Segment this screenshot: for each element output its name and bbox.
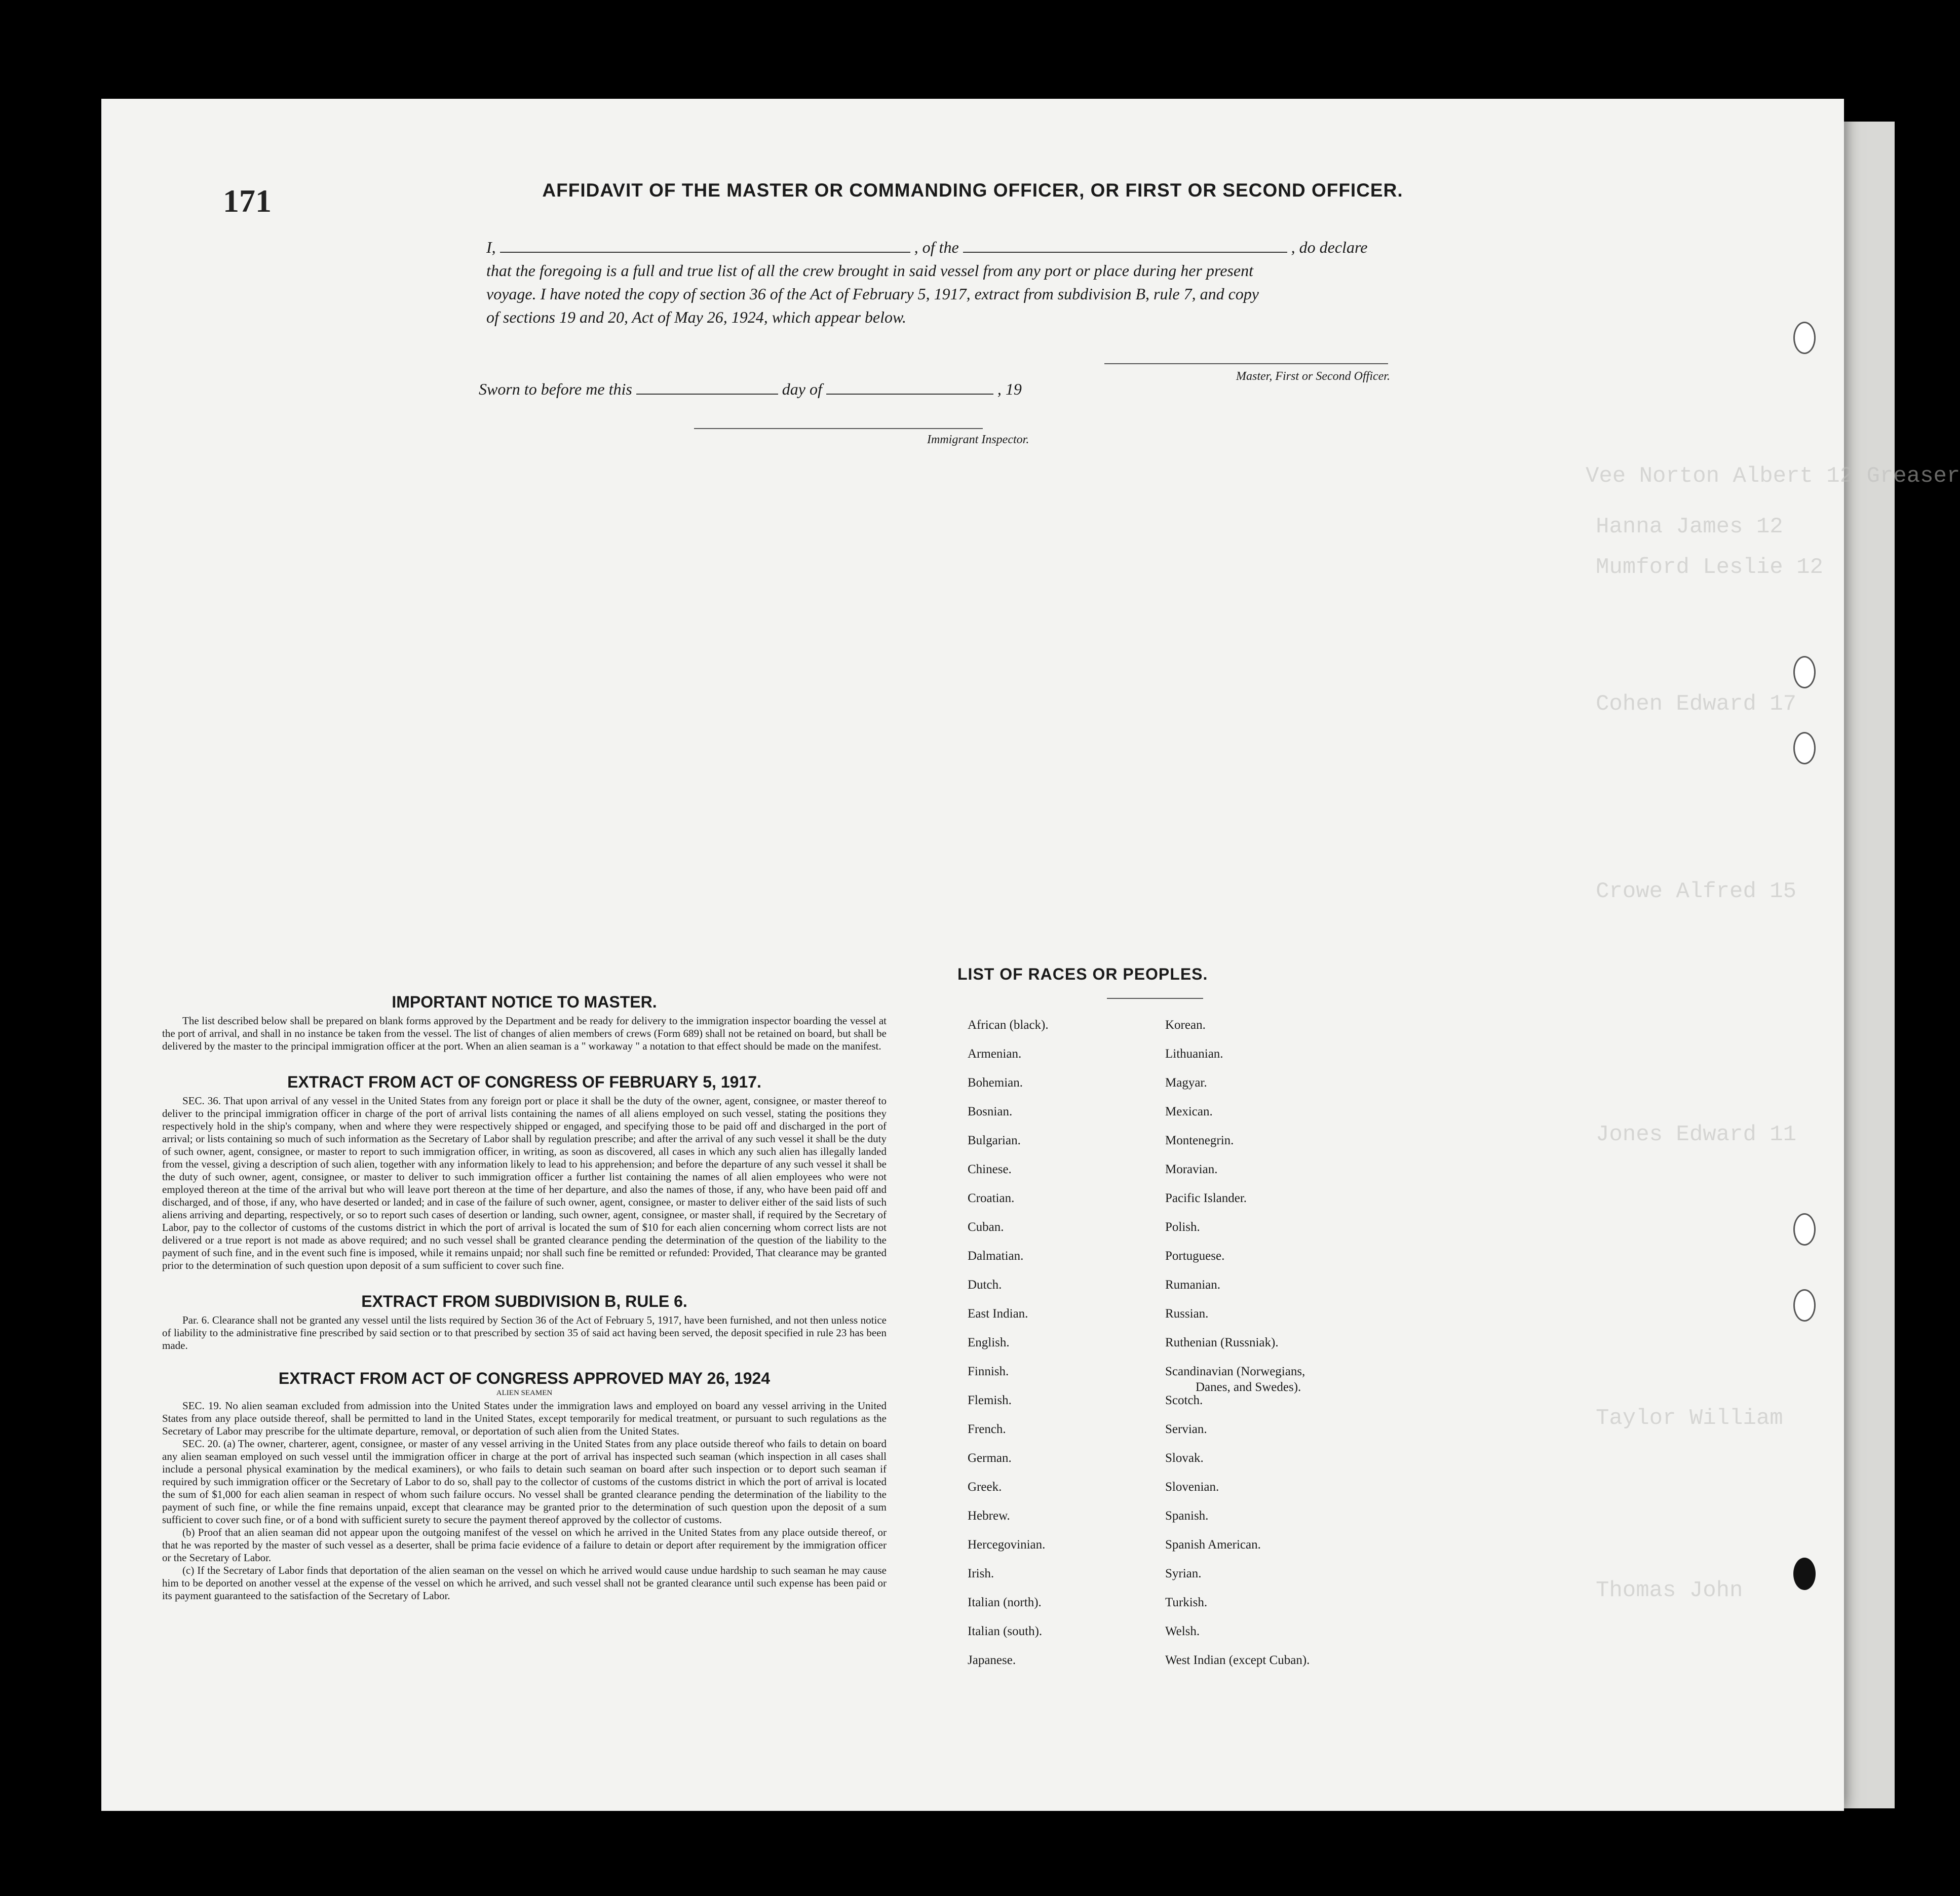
sec-20a-text: SEC. 20. (a) The owner, charterer, agent, consignee, or master of any vessel arriving in the United States from any place outside thereof who fails to detain on board any alien seaman employed on such vessel until the immigration officer in charge at the port of arrival has inspected such seaman (which inspection in all cases shall include a personal physical examination by the medical examiners), or who fails to detain such seaman on board after such inspection or to deport such seaman if required by such immigration officer or the Secretary of Labor to do so, shall pay to the collector of customs of the customs district in which the port of arrival is located the sum of $1,000 for each alien seaman in respect of whom such failure occurs. No vessel shall be granted clearance pending the determination of the liability to the payment of such fine, or while the fine remains unpaid, except that clearance may be granted prior to the determination of such question upon the deposit of a sum sufficient to cover such fine, or of a bond with sufficient surety to secure the payment thereof approved by the collector of customs. bbox=[162, 1438, 887, 1526]
race-item: Spanish American. bbox=[1165, 1538, 1261, 1552]
page-number: 171 bbox=[223, 183, 272, 219]
of-the-label: , of the bbox=[914, 238, 959, 256]
race-item: Moravian. bbox=[1165, 1163, 1218, 1176]
bleed-through-text: Crowe Alfred 15 bbox=[1596, 879, 1797, 904]
race-item: Bosnian. bbox=[968, 1105, 1013, 1118]
sworn-line bbox=[479, 380, 1022, 399]
statement-line: of sections 19 and 20, Act of May 26, 1924, which appear below. bbox=[486, 308, 906, 326]
bleed-through-text: Jones Edward 11 bbox=[1596, 1122, 1797, 1147]
race-item: Hebrew. bbox=[968, 1509, 1010, 1523]
name-blank[interactable] bbox=[500, 252, 910, 253]
race-item: Portuguese. bbox=[1165, 1249, 1225, 1263]
notice-title: IMPORTANT NOTICE TO MASTER. bbox=[392, 993, 657, 1011]
race-item: Rumanian. bbox=[1165, 1278, 1221, 1292]
extract-rule6-text: Par. 6. Clearance shall not be granted any vessel until the lists required by Section 36 of the Act of February 5, 1917, have been furnished, and not then unless notice of liability to the administrative fine prescribed by said section or to that prescribed by section 35 of said act having been served, the deposit specified in rule 23 has been made. bbox=[162, 1314, 887, 1351]
affidavit-title: AFFIDAVIT OF THE MASTER OR COMMANDING OFFICER, OR FIRST OR SECOND OFFICER. bbox=[542, 180, 1403, 201]
bleed-through-text: Thomas John bbox=[1596, 1578, 1743, 1603]
races-left-column bbox=[968, 1018, 1160, 1808]
races-right-column bbox=[1165, 1018, 1418, 1808]
race-item: Servian. bbox=[1165, 1422, 1207, 1436]
notice-text: The list described below shall be prepared on blank forms approved by the Department and be ready for delivery to the immigration inspector boarding the vessel at the port of arrival, and shall in no instance be taken from the vessel. The list of changes of alien members of crews (Form 689) shall not be retained on board, but shall be delivered by the master to the principal immigration officer at the port. When an alien seaman is a " workaway " a notation to that effect should be made on the manifest. bbox=[162, 1015, 887, 1052]
race-item: Hercegovinian. bbox=[968, 1538, 1046, 1552]
punch-hole bbox=[1793, 656, 1816, 688]
race-item: Cuban. bbox=[968, 1220, 1004, 1234]
extract-1917-text: SEC. 36. That upon arrival of any vessel in the United States from any foreign port or place it shall be the duty of the owner, agent, consignee, or master thereof to deliver to the principal immigration officer in charge of the port of arrival lists containing the names of all aliens employed on such vessel, stating the positions they respectively hold in the ship's company, when and where they were respectively shipped or engaged, and specifying those to be paid off and discharged in the port of arrival; or lists containing so much of such information as the Secretary of Labor shall by regulation prescribe; and after the arrival of any such vessel it shall be the duty of such owner, agent, consignee, or master to report to such immigration officer, in writing, as soon as discovered, all cases in which any such alien has illegally landed from the vessel, giving a description of such alien, together with any information likely to lead to his apprehension; and before the departure of any such vessel it shall be the duty of such owner, agent, consignee, or master to deliver to such immigration officer a further list containing the names of all alien employees who were not employed thereon at the time of the arrival but who will leave port thereon at the time of her departure, and also the names of those, if any, who have been paid off and discharged, and of those, if any, who have deserted or landed; and in case of the failure of such owner, agent, consignee, or master to deliver either of the said lists of such aliens arriving and departing, respectively, or so to report such cases of desertion or landing, such owner, agent, consignee, or master shall, if required by the Secretary of Labor, pay to the collector of customs of the customs district in which the port of arrival is located the sum of $10 for each alien concerning whom correct lists are not delivered or a true report is not made as above required; and no such vessel shall be granted clearance pending the determination of the question of the liability to the payment of such fine, and in the event such fine is imposed, while it remains unpaid; nor shall such fine be remitted or refunded: Provided, That clearance may be granted prior to the determination of such question upon deposit of a sum sufficient to cover such fine. bbox=[162, 1095, 887, 1271]
i-label: I, bbox=[486, 238, 496, 256]
race-item: Slovak. bbox=[1165, 1451, 1204, 1465]
bleed-through-text: Taylor William bbox=[1596, 1406, 1783, 1431]
race-item: Welsh. bbox=[1165, 1624, 1200, 1638]
races-title-rule bbox=[1107, 998, 1203, 999]
races-title: LIST OF RACES OR PEOPLES. bbox=[957, 965, 1208, 983]
day-of-label: day of bbox=[782, 380, 822, 398]
race-item: Japanese. bbox=[968, 1653, 1016, 1667]
race-item: Polish. bbox=[1165, 1220, 1200, 1234]
sec-19-text: SEC. 19. No alien seaman excluded from admission into the United States under the immigration laws and employed on board any vessel arriving in the United States from any place outside thereof, shall be permitted to land in the United States, except temporarily for medical treatment, or pursuant to such regulations as the Secretary of Labor may prescribe for the ultimate departure, removal, or deportation of such alien from the United States. bbox=[162, 1400, 887, 1437]
race-item: Danes, and Swedes). bbox=[1196, 1380, 1301, 1394]
race-item: Ruthenian (Russniak). bbox=[1165, 1336, 1279, 1349]
vessel-blank[interactable] bbox=[963, 252, 1287, 253]
extract-1924-subtitle: ALIEN SEAMEN bbox=[496, 1389, 553, 1397]
race-item: Irish. bbox=[968, 1567, 994, 1580]
extract-1917-title: EXTRACT FROM ACT OF CONGRESS OF FEBRUARY 5, 1917. bbox=[287, 1073, 761, 1091]
punch-hole bbox=[1793, 1213, 1816, 1246]
sec-20c-text: (c) If the Secretary of Labor finds that deportation of the alien seaman on the vessel on which he arrived would cause undue hardship to such seaman he may cause him to be deported on another vessel at the expense of the vessel on which he arrived, and such vessel shall not be granted clearance until such expense has been paid or its payment guaranteed to the satisfaction of the Secretary of Labor. bbox=[162, 1564, 887, 1602]
race-item: Flemish. bbox=[968, 1394, 1012, 1407]
year-label: , 19 bbox=[997, 380, 1022, 398]
race-item: Russian. bbox=[1165, 1307, 1209, 1321]
race-item: Turkish. bbox=[1165, 1596, 1208, 1609]
race-item: Dutch. bbox=[968, 1278, 1002, 1292]
race-item: Italian (north). bbox=[968, 1596, 1042, 1609]
race-item: Italian (south). bbox=[968, 1624, 1043, 1638]
race-item: German. bbox=[968, 1451, 1012, 1465]
master-signature-line[interactable] bbox=[1104, 363, 1388, 364]
race-item: West Indian (except Cuban). bbox=[1165, 1653, 1310, 1667]
extract-rule6-title: EXTRACT FROM SUBDIVISION B, RULE 6. bbox=[361, 1292, 687, 1310]
bleed-through-text: Cohen Edward 17 bbox=[1596, 691, 1797, 717]
statement-line: voyage. I have noted the copy of section 36 of the Act of February 5, 1917, extract from subdivision B, rule 7, and copy bbox=[486, 285, 1259, 303]
race-item: Slovenian. bbox=[1165, 1480, 1219, 1494]
race-item: Syrian. bbox=[1165, 1567, 1202, 1580]
race-item: English. bbox=[968, 1336, 1010, 1349]
sworn-label: Sworn to before me this bbox=[479, 380, 632, 398]
race-item: Korean. bbox=[1165, 1018, 1206, 1032]
race-item: Scandinavian (Norwegians, bbox=[1165, 1365, 1305, 1378]
race-item: East Indian. bbox=[968, 1307, 1028, 1321]
race-item: Mexican. bbox=[1165, 1105, 1213, 1118]
race-item: Magyar. bbox=[1165, 1076, 1207, 1090]
race-item: Scotch. bbox=[1165, 1394, 1203, 1407]
bleed-through-text: Hanna James 12 bbox=[1596, 514, 1783, 539]
race-item: Lithuanian. bbox=[1165, 1047, 1223, 1061]
master-signature-label: Master, First or Second Officer. bbox=[1236, 370, 1390, 383]
race-item: Bohemian. bbox=[968, 1076, 1023, 1090]
bleed-through-text: Mumford Leslie 12 bbox=[1596, 555, 1823, 580]
race-item: Montenegrin. bbox=[1165, 1134, 1234, 1147]
race-item: African (black). bbox=[968, 1018, 1049, 1032]
inspector-signature-line[interactable] bbox=[694, 428, 983, 429]
extract-1924-title: EXTRACT FROM ACT OF CONGRESS APPROVED MAY 26, 1924 bbox=[278, 1369, 771, 1387]
race-item: Spanish. bbox=[1165, 1509, 1209, 1523]
bleed-through-text: Vee Norton Albert 12 Greaser bbox=[1586, 463, 1960, 489]
sec-20b-text: (b) Proof that an alien seaman did not appear upon the outgoing manifest of the vessel on which he arrived in the United States from any place outside thereof, or that he was reported by the master of such vessel as a deserter, shall be prima facie evidence of a failure to detain or deport after requirement by the immigration officer or the Secretary of Labor. bbox=[162, 1526, 887, 1564]
notices-column bbox=[162, 993, 887, 1602]
race-item: Greek. bbox=[968, 1480, 1002, 1494]
race-item: French. bbox=[968, 1422, 1006, 1436]
race-item: Armenian. bbox=[968, 1047, 1022, 1061]
statement-line: that the foregoing is a full and true list of all the crew brought in said vessel from any port or place during her present bbox=[486, 261, 1253, 280]
punch-hole bbox=[1793, 322, 1816, 354]
punch-hole bbox=[1793, 732, 1816, 764]
affidavit-declaration-line bbox=[486, 236, 1484, 259]
day-blank[interactable] bbox=[636, 394, 778, 395]
punch-hole bbox=[1793, 1289, 1816, 1322]
race-item: Chinese. bbox=[968, 1163, 1012, 1176]
race-item: Finnish. bbox=[968, 1365, 1009, 1378]
race-item: Croatian. bbox=[968, 1191, 1015, 1205]
affidavit-body bbox=[486, 236, 1484, 329]
race-item: Dalmatian. bbox=[968, 1249, 1024, 1263]
punch-hole bbox=[1793, 1558, 1816, 1590]
inspector-label: Immigrant Inspector. bbox=[927, 433, 1029, 446]
document-page bbox=[101, 99, 1960, 1811]
race-item: Bulgarian. bbox=[968, 1134, 1021, 1147]
do-declare-label: , do declare bbox=[1291, 238, 1368, 256]
month-blank[interactable] bbox=[826, 394, 993, 395]
race-item: Pacific Islander. bbox=[1165, 1191, 1247, 1205]
